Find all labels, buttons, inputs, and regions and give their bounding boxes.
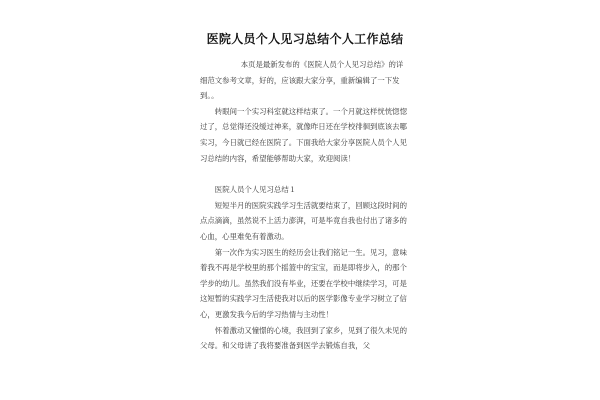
body-paragraph: 短短半月的医院实践学习生活就要结束了，回顾这段时间的点点滴滴，虽然说不上活力澎湃，可是毕竟自我也付出了诸多的心血，心里难免有着激动。 <box>200 200 407 241</box>
section-heading: 医院人员个人见习总结１ <box>214 185 297 195</box>
body-paragraph: 怀着激动又憧憬的心境，我回到了家乡，见到了很久未见的父母。和父母讲了我将要准备到医学去锻炼自我，父 <box>200 325 407 351</box>
section-spacer <box>200 166 410 182</box>
document-title: 医院人员个人见习总结个人工作总结 <box>206 32 404 46</box>
body-paragraph: 第一次作为实习医生的经历会让我们铭记一生。见习，意味着我不再是学校里的那个摇篮中的宝宝，而是即将步入，的那个学步的幼儿。虽然我们没有毕业，还要在学校中继续学习，可是这短暂的实践学习生活使我对以后的医学影像专业学习树立了信心，更激发我今后的学习热情与主动性！ <box>200 247 407 319</box>
intro-paragraph: 本页是最新发布的《医院人员个人见习总结》的详细范文参考文章，好的，应该跟大家分享，重新编辑了一下发到。。 <box>200 60 404 101</box>
preface-paragraph: 转眼间一个实习科室就这样结束了。一个月就这样恍恍惚惚过了，总觉得还没缓过神来，就像昨日还在学校徘徊到底该去哪实习，今日就已经在医院了。下面我给大家分享医院人员个人见习总结的内容，希望能够帮助大家，欢迎阅读！ <box>200 106 407 163</box>
document-body <box>200 30 410 354</box>
